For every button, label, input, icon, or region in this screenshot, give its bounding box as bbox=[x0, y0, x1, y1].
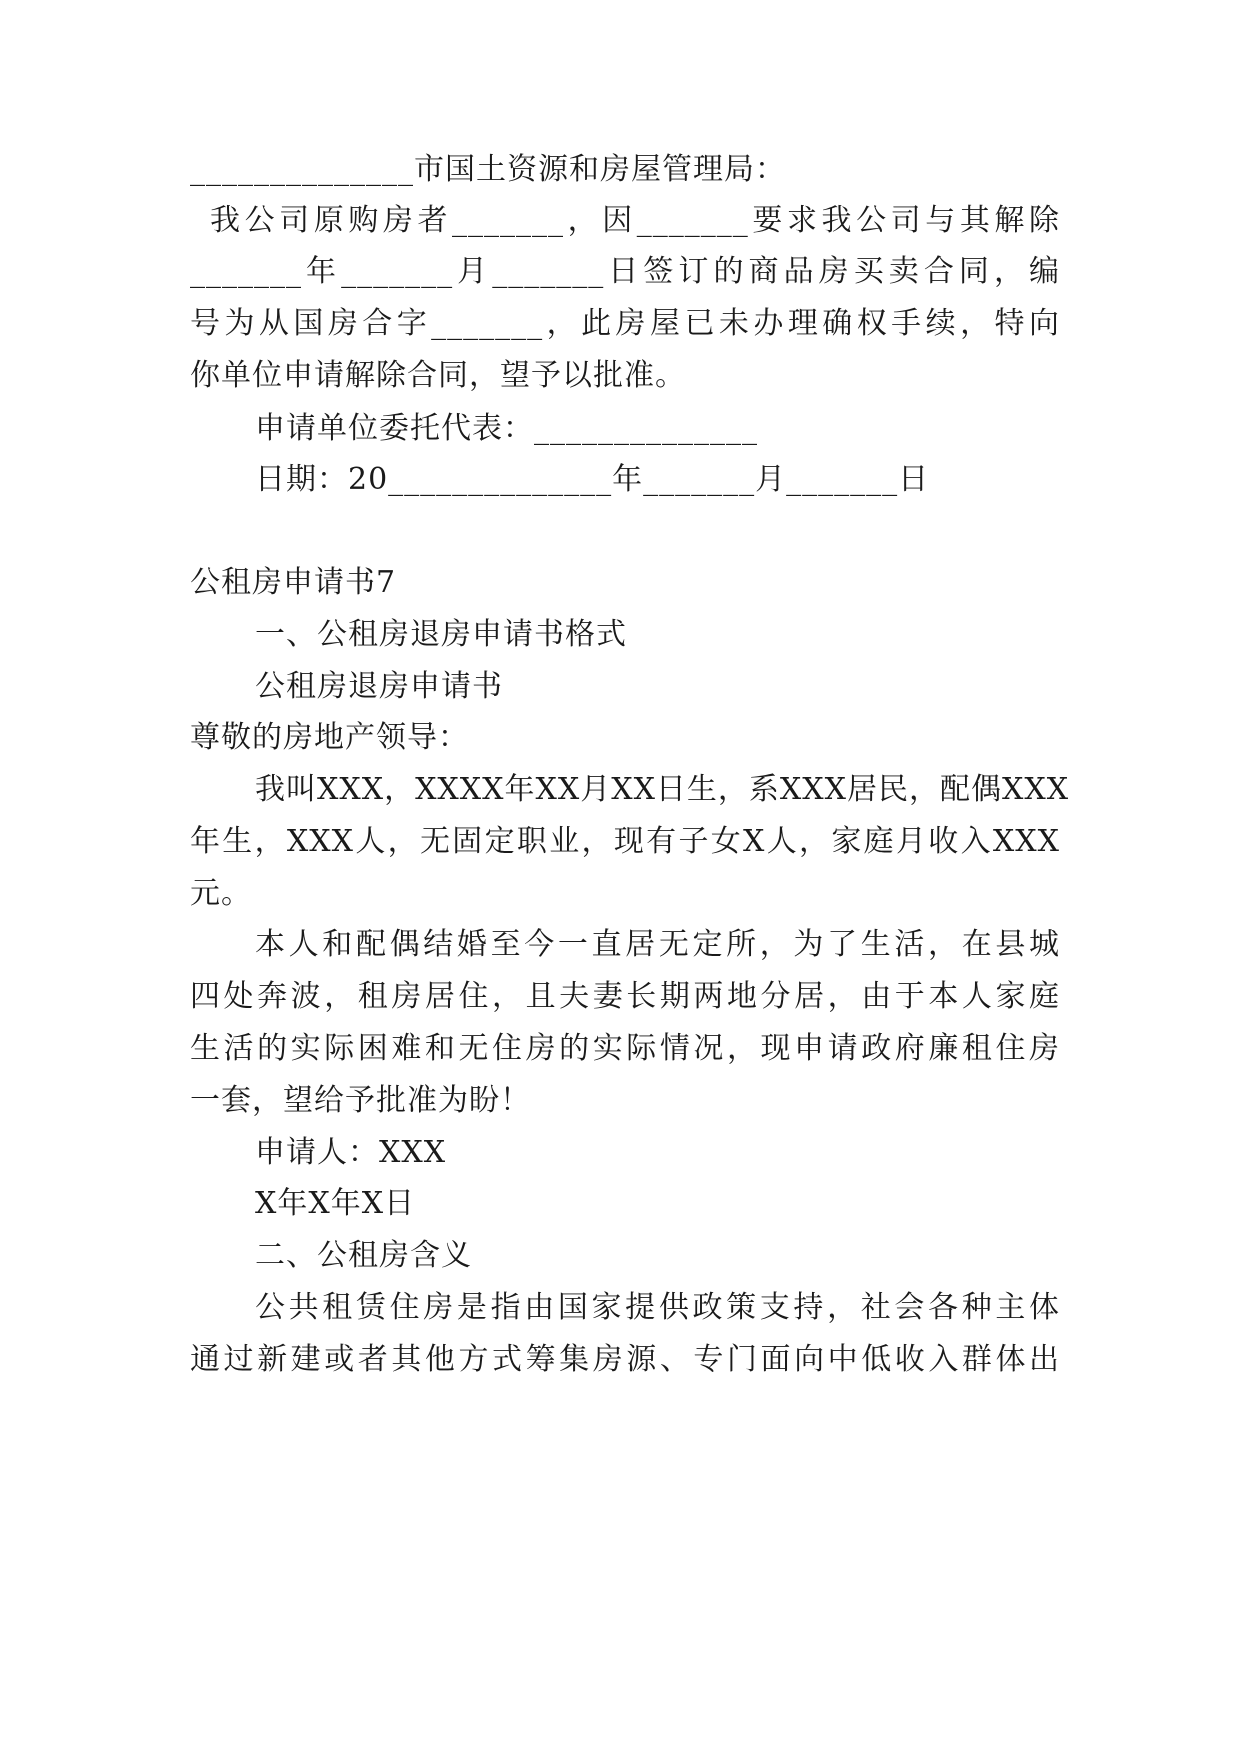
date-line: 日期：20______________年_______月_______日 bbox=[255, 462, 930, 497]
body-text-line: 我公司原购房者_______，因_______要求我公司与其解除 bbox=[210, 203, 1060, 238]
body-text-line: 元。 bbox=[190, 876, 252, 911]
representative-line: 申请单位委托代表：______________ bbox=[255, 411, 758, 446]
body-text-line: 我叫XXX，XXXX年XX月XX日生，系XXX居民，配偶XXX bbox=[255, 772, 1070, 807]
body-text-line: 生活的实际困难和无住房的实际情况，现申请政府廉租住房 bbox=[190, 1031, 1060, 1066]
body-text-line: 你单位申请解除合同，望予以批准。 bbox=[190, 358, 686, 393]
heading-one: 一、公租房退房申请书格式 bbox=[255, 617, 627, 652]
addressee-line: ______________市国土资源和房屋管理局： bbox=[190, 152, 786, 187]
section-title: 公租房申请书7 bbox=[190, 565, 397, 600]
body-text-line: 一套，望给予批准为盼！ bbox=[190, 1083, 531, 1118]
body-text-line: 本人和配偶结婚至今一直居无定所，为了生活，在县城 bbox=[255, 927, 1060, 962]
applicant-line: 申请人：XXX bbox=[255, 1135, 447, 1170]
letter-title: 公租房退房申请书 bbox=[255, 669, 503, 704]
body-text-line: _______年_______月_______日签订的商品房买卖合同，编 bbox=[190, 254, 1060, 289]
body-text-line: 公共租赁住房是指由国家提供政策支持，社会各种主体 bbox=[255, 1290, 1060, 1325]
heading-two: 二、公租房含义 bbox=[255, 1238, 472, 1273]
date-line: X年X年X日 bbox=[255, 1186, 416, 1221]
body-text-line: 四处奔波，租房居住，且夫妻长期两地分居，由于本人家庭 bbox=[190, 979, 1060, 1014]
body-text-line: 通过新建或者其他方式筹集房源、专门面向中低收入群体出 bbox=[190, 1342, 1060, 1377]
salutation: 尊敬的房地产领导： bbox=[190, 720, 469, 755]
body-text-line: 号为从国房合字_______，此房屋已未办理确权手续，特向 bbox=[190, 306, 1060, 341]
body-text-line: 年生，XXX人，无固定职业，现有子女X人，家庭月收入XXX bbox=[190, 824, 1060, 859]
